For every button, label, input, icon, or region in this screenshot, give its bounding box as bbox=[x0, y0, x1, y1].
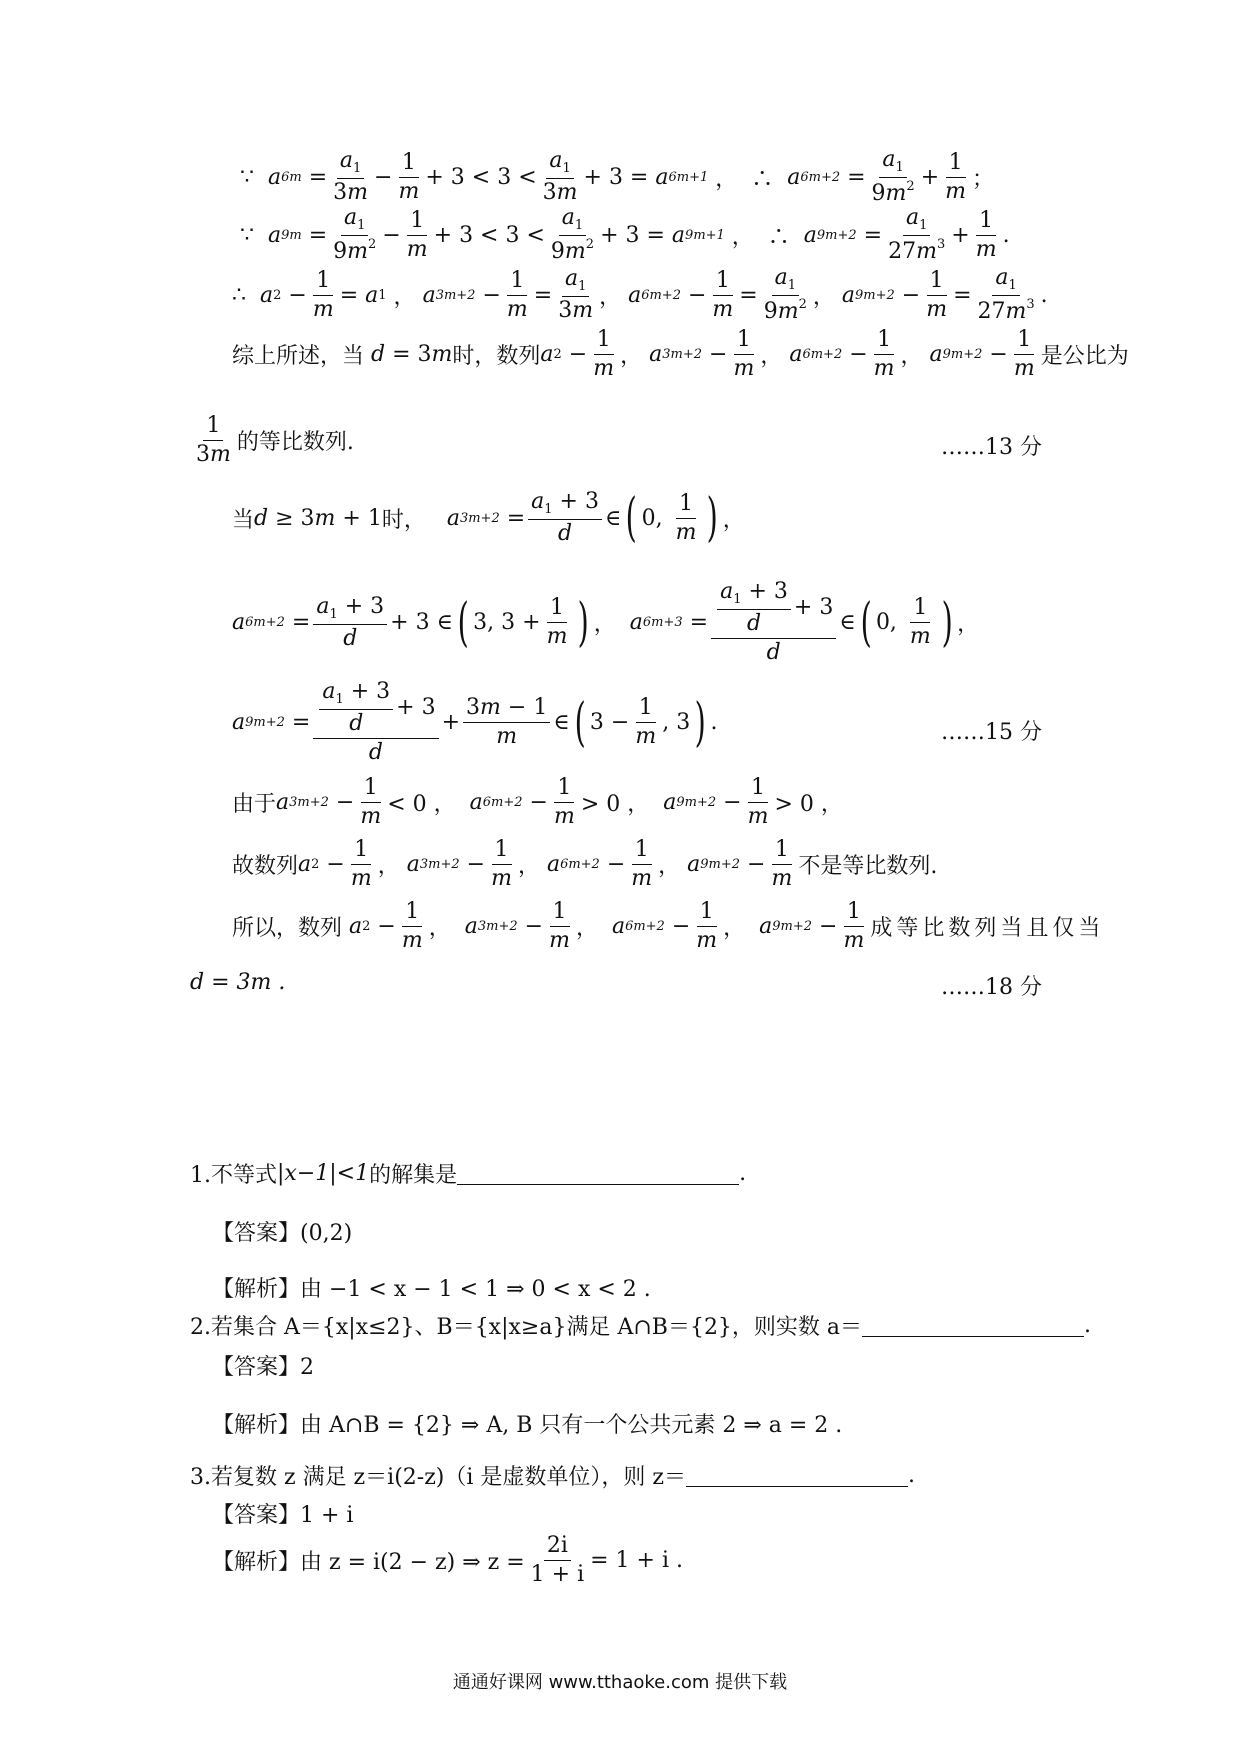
therefore-suffix: 成等比数列当且仅当 bbox=[870, 916, 1105, 942]
hence-suffix: 不是等比数列. bbox=[798, 854, 938, 880]
summary-continuation: $\frac{1}{3m}$ 的等比数列. bbox=[196, 413, 354, 468]
question-1-analysis: 【解析】由 −1 < x − 1 < 1 ⇒ 0 < x < 2 . bbox=[212, 1277, 651, 1302]
question-3-analysis: 【解析】 由 z = i(2 − z) ⇒ z = $\frac{2i}{1 + i}$ = 1 + i . bbox=[212, 1533, 683, 1588]
page-footer: 通通好课网 www.tthaoke.com 提供下载 bbox=[452, 1672, 788, 1693]
summary-mid: 时，数列 bbox=[452, 344, 541, 370]
case-line-3: a 9m+2 = $\frac{a_1 + 3}{d}$ + 3 d + $\frac{3m - 1}{m}$ ∈ ( 3 − $\frac{1}{m}$ , 3 ) . bbox=[232, 679, 718, 766]
derivation-line-2: ∵ a 9m = $\frac{a_1}{9m^2}$ − $\frac{1}{m}$ + 3 < 3 < $\frac{a_1}{9m^2}$ + 3 = a 9m+1 ， ∴ a 9m+2 = $\frac{a_1}{27m^3}$ + $\frac{1}{m}$ . bbox=[240, 205, 1010, 265]
case-prefix: 当 bbox=[232, 507, 255, 533]
since-line: 由于 a 3m+2 − $\frac{1}{m}$ < 0 ， a 6m+2 − $\frac{1}{m}$ > 0 ， a 9m+2 − $\frac{1}{m}$ > 0 ， bbox=[232, 775, 843, 830]
case-line: 当 d ≥ 3 m + 1 时， a 3m+2 = $\frac{a_1 + 3}{d}$ ∈ ( 0, $\frac{1}{m}$ ) ， bbox=[232, 488, 745, 549]
score-18: ……18 分 bbox=[941, 975, 1042, 1000]
question-2-stem: 2.若集合 A＝{x|x≤2}、B＝{x|x≥a}满足 A∩B＝{2}，则实数 a＝ . bbox=[190, 1313, 1092, 1340]
question-3-stem: 3.若复数 z 满足 z＝i(2-z)（i 是虚数单位），则 z＝ . bbox=[190, 1463, 915, 1490]
question-2-analysis: 【解析】由 A∩B = {2} ⇒ A, B 只有一个公共元素 2 ⇒ a = 2 . bbox=[212, 1413, 843, 1438]
question-1-answer: 【答案】(0,2) bbox=[212, 1221, 353, 1246]
hence-prefix: 故数列 bbox=[232, 854, 299, 880]
question-1-answer-blank[interactable] bbox=[457, 1162, 739, 1185]
question-2-answer: 【答案】2 bbox=[212, 1355, 315, 1380]
question-1-math: |x−1|<1 bbox=[277, 1161, 370, 1186]
therefore-prefix: 所以，数列 bbox=[232, 916, 343, 942]
score-13: ……13 分 bbox=[941, 435, 1042, 460]
therefore-line: 所以，数列 a 2 − $\frac{1}{m}$ ， a 3m+2 − $\frac{1}{m}$ ， a 6m+2 − $\frac{1}{m}$ ， a 9m+2 − $\frac{1}{m}$ 成等比数列当且仅当 bbox=[232, 899, 1105, 954]
score-15: ……15 分 bbox=[941, 720, 1042, 745]
summary-prefix: 综上所述，当 bbox=[232, 344, 365, 370]
derivation-line-1: ∵ a 6m = $\frac{a_1}{3m}$ − $\frac{1}{m}$ + 3 < 3 < $\frac{a_1}{3m}$ + 3 = a 6m+1 ， ∴ a 6m+2 = $\frac{a_1}{9m^2}$ + $\frac{1}{m}$ ； bbox=[240, 147, 995, 207]
case-mid: 时， bbox=[381, 507, 426, 533]
since-prefix: 由于 bbox=[232, 792, 277, 818]
case-line-2: a 6m+2 = $\frac{a_1 + 3}{d}$ + 3 ∈ ( 3, 3 + $\frac{1}{m}$ ) ， a 6m+3 = $\frac{a_1 + 3}{d}$ + 3 d ∈ ( 0, $\frac{1}{m}$ ) ， bbox=[232, 579, 980, 666]
final-condition: d = 3m . bbox=[190, 970, 286, 995]
derivation-line-3: ∴ a 2 − $\frac{1}{m}$ = a 1 ， a 3m+2 − $\frac{1}{m}$ = $\frac{a_1}{3m}$ ， a 6m+2 − $\frac{1}{m}$ = $\frac{a_1}{9m^2}$ ， a 9m+2 − $\frac{1}{m}$ = $\frac{a_1}{27m^3}$ . bbox=[232, 265, 1048, 325]
summary-line: 综上所述，当 d = 3 m 时，数列 a 2 − $\frac{1}{m}$ ， a 3m+2 − $\frac{1}{m}$ ， a 6m+2 − $\frac{1}{m}$ ， a 9m+2 − $\frac{1}{m}$ 是公比为 bbox=[232, 327, 1129, 382]
question-2-answer-blank[interactable] bbox=[862, 1314, 1084, 1337]
summary-suffix: 是公比为 bbox=[1040, 344, 1129, 370]
question-1-stem: 1.不等式 |x−1|<1 的解集是 . bbox=[190, 1161, 747, 1188]
summary-end: 的等比数列. bbox=[236, 430, 354, 456]
question-3-answer-blank[interactable] bbox=[686, 1464, 908, 1487]
question-3-answer: 【答案】1 + i bbox=[212, 1503, 354, 1528]
hence-line: 故数列 a 2 − $\frac{1}{m}$ ， a 3m+2 − $\frac{1}{m}$ ， a 6m+2 − $\frac{1}{m}$ ， a 9m+2 − $\frac{1}{m}$ 不是等比数列. bbox=[232, 837, 938, 892]
